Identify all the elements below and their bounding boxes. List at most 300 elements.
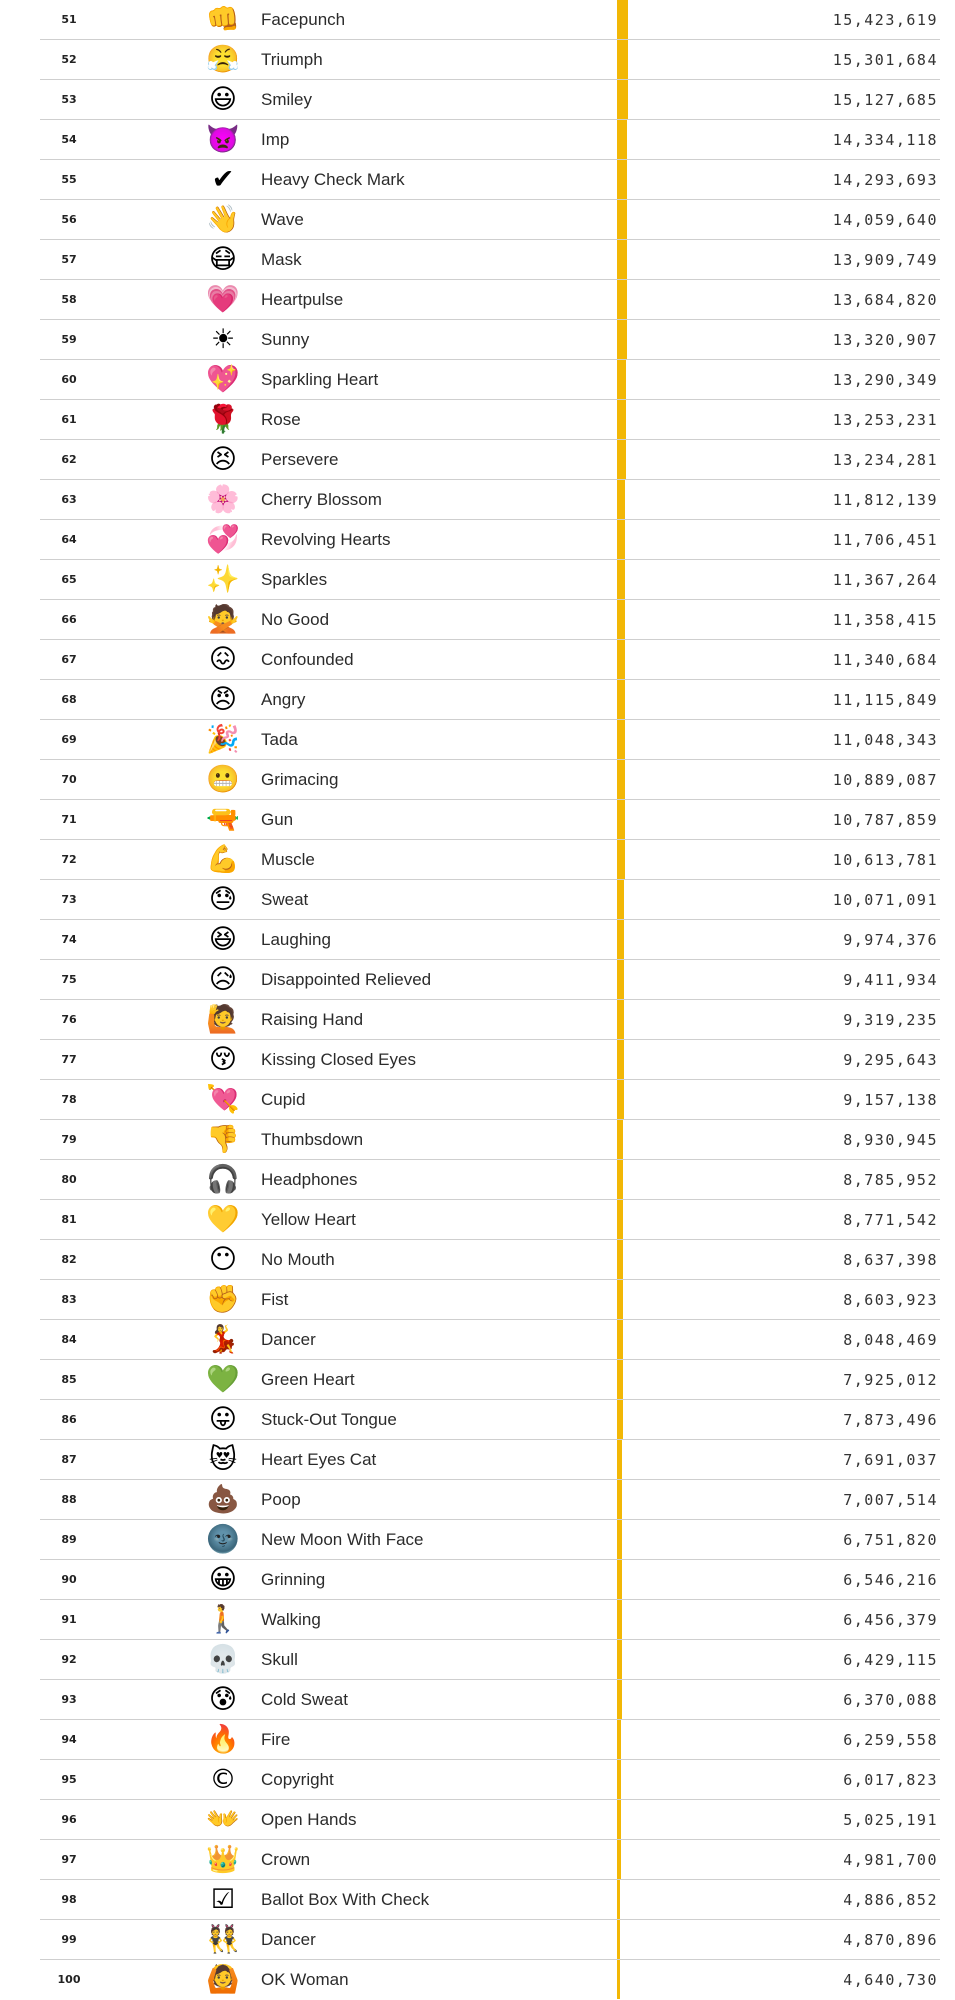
table-row (40, 1560, 940, 1600)
table-row (40, 680, 940, 720)
rank-label: 85 (61, 1373, 77, 1386)
value-bar (617, 1560, 622, 1599)
emoji-name: Angry (261, 690, 306, 709)
table-row (40, 0, 940, 40)
table-row (40, 640, 940, 680)
count-value: 11,115,849 (832, 691, 938, 709)
emoji-icon: 🌹 (206, 404, 240, 435)
table-row (40, 1760, 940, 1800)
count-value: 11,367,264 (832, 571, 938, 589)
emoji-icon: 😣 (208, 444, 238, 475)
table-row (40, 1920, 940, 1960)
rank-label: 72 (61, 853, 77, 866)
value-bar (617, 160, 627, 199)
rank-label: 82 (61, 1253, 77, 1266)
count-value: 10,613,781 (832, 851, 938, 869)
table-row (40, 1680, 940, 1720)
table-row (40, 400, 940, 440)
table-row (40, 1720, 940, 1760)
emoji-name: Cherry Blossom (261, 490, 382, 509)
emoji-name: Triumph (261, 50, 323, 69)
value-bar (617, 320, 627, 359)
value-bar (617, 1800, 621, 1839)
count-value: 15,423,619 (832, 11, 938, 29)
emoji-name: Rose (261, 410, 301, 429)
emoji-name: Confounded (261, 650, 354, 669)
emoji-icon: 💀 (206, 1644, 240, 1675)
emoji-name: No Good (261, 610, 330, 629)
emoji-name: Cupid (261, 1090, 306, 1109)
table-row (40, 120, 940, 160)
rank-label: 65 (61, 573, 77, 586)
value-bar (617, 0, 628, 39)
table-row (40, 160, 940, 200)
rank-label: 88 (61, 1493, 77, 1506)
table-row (40, 1840, 940, 1880)
emoji-icon: 👊 (206, 4, 240, 35)
table-row (40, 1520, 940, 1560)
rank-label: 77 (61, 1053, 77, 1066)
count-value: 13,234,281 (832, 451, 938, 469)
count-value: 15,127,685 (832, 91, 938, 109)
emoji-icon: 🌚 (206, 1524, 240, 1555)
emoji-icon: 🔥 (206, 1724, 240, 1755)
emoji-name: Laughing (261, 930, 331, 949)
table-row (40, 1200, 940, 1240)
value-bar (617, 1480, 622, 1519)
emoji-name: Sweat (261, 890, 309, 909)
rank-label: 96 (61, 1813, 77, 1826)
value-bar (617, 640, 625, 679)
emoji-name: Open Hands (261, 1810, 357, 1829)
count-value: 15,301,684 (832, 51, 938, 69)
rank-label: 69 (61, 733, 77, 746)
emoji-name: Skull (261, 1650, 298, 1669)
table-row (40, 1800, 940, 1840)
emoji-icon: 😛 (208, 1404, 238, 1435)
emoji-icon: 🌸 (206, 484, 240, 515)
emoji-name: Yellow Heart (261, 1210, 356, 1229)
rank-label: 67 (61, 653, 77, 666)
rank-label: 92 (61, 1653, 77, 1666)
table-row (40, 1360, 940, 1400)
count-value: 11,340,684 (832, 651, 938, 669)
count-value: 14,334,118 (832, 131, 938, 149)
count-value: 6,370,088 (843, 1691, 938, 1709)
table-row (40, 800, 940, 840)
table-row (40, 40, 940, 80)
value-bar (617, 40, 628, 79)
value-bar (617, 680, 625, 719)
emoji-name: Walking (261, 1610, 321, 1629)
value-bar (617, 480, 625, 519)
count-value: 8,637,398 (843, 1251, 938, 1269)
emoji-name: Thumbsdown (261, 1130, 364, 1149)
emoji-name: Disappointed Relieved (261, 970, 432, 989)
count-value: 6,546,216 (843, 1571, 938, 1589)
value-bar (617, 520, 625, 559)
rank-label: 83 (61, 1293, 77, 1306)
emoji-icon: 👋 (206, 204, 240, 235)
rank-label: 70 (61, 773, 77, 786)
rank-label: 95 (61, 1773, 77, 1786)
emoji-name: Wave (261, 210, 304, 229)
table-row (40, 240, 940, 280)
emoji-icon: ✨ (206, 564, 240, 595)
emoji-icon: 😥 (208, 964, 238, 995)
count-value: 9,319,235 (843, 1011, 938, 1029)
value-bar (617, 1200, 623, 1239)
value-bar (617, 200, 627, 239)
table-row (40, 600, 940, 640)
emoji-name: Kissing Closed Eyes (261, 1050, 416, 1069)
value-bar (617, 1280, 623, 1319)
table-row (40, 1400, 940, 1440)
count-value: 4,981,700 (843, 1851, 938, 1869)
count-value: 10,787,859 (832, 811, 938, 829)
emoji-icon: 😰 (208, 1684, 238, 1715)
count-value: 14,293,693 (832, 171, 938, 189)
emoji-name: Fist (261, 1290, 289, 1309)
emoji-icon: 💩 (206, 1484, 240, 1515)
emoji-name: Muscle (261, 850, 315, 869)
value-bar (617, 80, 628, 119)
table-row (40, 1240, 940, 1280)
emoji-name: OK Woman (261, 1970, 349, 1989)
emoji-name: Imp (261, 130, 290, 149)
value-bar (617, 720, 625, 759)
emoji-name: Headphones (261, 1170, 358, 1189)
emoji-name: Sparkling Heart (261, 370, 379, 389)
emoji-icon: 💘 (206, 1084, 240, 1115)
table-row (40, 880, 940, 920)
table-row (40, 1280, 940, 1320)
emoji-name: Gun (261, 810, 294, 829)
table-row (40, 1040, 940, 1080)
rank-label: 78 (61, 1093, 77, 1106)
rank-label: 53 (61, 93, 77, 106)
emoji-icon: 🎉 (206, 724, 240, 755)
rank-label: 73 (61, 893, 77, 906)
emoji-name: Revolving Hearts (261, 530, 391, 549)
value-bar (617, 1720, 621, 1759)
count-value: 6,017,823 (843, 1771, 938, 1789)
count-value: 13,253,231 (832, 411, 938, 429)
count-value: 8,785,952 (843, 1171, 938, 1189)
emoji-icon: 😤 (206, 44, 240, 75)
rank-label: 91 (61, 1613, 77, 1626)
emoji-icon: 😶 (208, 1244, 238, 1275)
emoji-name: Raising Hand (261, 1010, 364, 1029)
table-row (40, 1440, 940, 1480)
rank-label: 99 (61, 1933, 77, 1946)
rank-label: 87 (61, 1453, 77, 1466)
emoji-name: Poop (261, 1490, 301, 1509)
table-row (40, 520, 940, 560)
value-bar (617, 960, 624, 999)
emoji-name: Dancer (261, 1930, 316, 1949)
value-bar (617, 1520, 622, 1559)
rank-label: 60 (61, 373, 77, 386)
table-row (40, 840, 940, 880)
rank-label: 74 (61, 933, 77, 946)
emoji-name: Sparkles (261, 570, 328, 589)
emoji-icon: 💚 (206, 1364, 240, 1395)
emoji-icon: 😆 (208, 924, 238, 955)
table-row (40, 1480, 940, 1520)
emoji-name: Ballot Box With Check (261, 1890, 430, 1909)
value-bar (617, 440, 626, 479)
value-bar (617, 1840, 621, 1879)
rank-label: 84 (61, 1333, 77, 1346)
table-row (40, 720, 940, 760)
count-value: 13,290,349 (832, 371, 938, 389)
rank-label: 51 (61, 13, 77, 26)
rank-label: 62 (61, 453, 77, 466)
emoji-icon: ☀ (210, 324, 236, 355)
rank-label: 63 (61, 493, 77, 506)
table-row (40, 200, 940, 240)
value-bar (617, 1680, 622, 1719)
count-value: 10,071,091 (832, 891, 938, 909)
rank-label: 79 (61, 1133, 77, 1146)
count-value: 7,873,496 (843, 1411, 938, 1429)
value-bar (617, 120, 627, 159)
value-bar (617, 1600, 622, 1639)
table-row (40, 760, 940, 800)
emoji-name: Mask (261, 250, 302, 269)
count-value: 9,295,643 (843, 1051, 938, 1069)
table-row (40, 360, 940, 400)
emoji-name: Copyright (261, 1770, 334, 1789)
emoji-icon: 😠 (208, 684, 238, 715)
rank-label: 71 (61, 813, 77, 826)
value-bar (617, 1040, 624, 1079)
emoji-icon: 🙋 (206, 1004, 240, 1035)
emoji-name: Crown (261, 1850, 311, 1869)
emoji-icon: 💗 (206, 284, 240, 315)
emoji-name: Sunny (261, 330, 310, 349)
emoji-name: Facepunch (261, 10, 346, 29)
rank-label: 86 (61, 1413, 77, 1426)
emoji-icon: 😚 (208, 1044, 238, 1075)
count-value: 9,157,138 (843, 1091, 938, 1109)
table-row (40, 1320, 940, 1360)
count-value: 6,429,115 (843, 1651, 938, 1669)
rank-label: 94 (61, 1733, 77, 1746)
count-value: 5,025,191 (843, 1811, 938, 1829)
count-value: 13,684,820 (832, 291, 938, 309)
value-bar (617, 1440, 622, 1479)
table-row (40, 1880, 940, 1920)
emoji-icon: 😬 (206, 764, 240, 795)
value-bar (617, 920, 624, 959)
table-row (40, 1000, 940, 1040)
value-bar (617, 1400, 623, 1439)
count-value: 11,358,415 (832, 611, 938, 629)
emoji-name: Cold Sweat (261, 1690, 348, 1709)
emoji-name: New Moon With Face (261, 1530, 424, 1549)
value-bar (617, 1160, 623, 1199)
emoji-name: Tada (261, 730, 298, 749)
emoji-name: Heartpulse (261, 290, 344, 309)
table-row (40, 440, 940, 480)
value-bar (617, 840, 625, 879)
emoji-name: Fire (261, 1730, 291, 1749)
table-row (40, 960, 940, 1000)
count-value: 8,048,469 (843, 1331, 938, 1349)
table-row (40, 920, 940, 960)
table-row (40, 1160, 940, 1200)
table-row (40, 320, 940, 360)
emoji-icon: 👐 (206, 1804, 240, 1835)
table-row (40, 80, 940, 120)
emoji-name: Grimacing (261, 770, 339, 789)
emoji-icon: 😻 (208, 1444, 238, 1475)
emoji-icon: 🙅 (206, 604, 240, 635)
count-value: 6,456,379 (843, 1611, 938, 1629)
count-value: 10,889,087 (832, 771, 938, 789)
emoji-name: Dancer (261, 1330, 316, 1349)
value-bar (617, 1240, 623, 1279)
emoji-name: Green Heart (261, 1370, 355, 1389)
emoji-icon: 😓 (208, 884, 238, 915)
table-row (40, 1960, 940, 2000)
emoji-icon: 🔫 (206, 804, 240, 835)
table-row (40, 1600, 940, 1640)
emoji-icon: 😀 (208, 1564, 238, 1595)
emoji-name: Stuck-Out Tongue (261, 1410, 397, 1429)
count-value: 14,059,640 (832, 211, 938, 229)
rank-label: 76 (61, 1013, 77, 1026)
emoji-name: No Mouth (261, 1250, 335, 1269)
rank-label: 55 (61, 173, 77, 186)
count-value: 6,751,820 (843, 1531, 938, 1549)
emoji-icon: 💃 (206, 1324, 240, 1355)
count-value: 11,812,139 (832, 491, 938, 509)
emoji-icon: 👯 (206, 1924, 240, 1955)
emoji-icon: 😃 (208, 84, 238, 115)
count-value: 9,974,376 (843, 931, 938, 949)
value-bar (617, 1920, 620, 1959)
value-bar (617, 1640, 622, 1679)
emoji-icon: 👿 (206, 124, 240, 155)
value-bar (617, 760, 625, 799)
count-value: 4,870,896 (843, 1931, 938, 1949)
value-bar (617, 280, 627, 319)
rank-label: 54 (61, 133, 77, 146)
table-row (40, 1640, 940, 1680)
rank-label: 81 (61, 1213, 77, 1226)
rank-label: 57 (61, 253, 77, 266)
value-bar (617, 1320, 623, 1359)
value-bar (617, 240, 627, 279)
emoji-icon: ✔ (211, 164, 235, 195)
rank-label: 56 (61, 213, 77, 226)
emoji-icon: 💖 (206, 364, 240, 395)
count-value: 11,048,343 (832, 731, 938, 749)
rank-label: 98 (61, 1893, 77, 1906)
value-bar (617, 800, 625, 839)
emoji-icon: 💪 (206, 844, 240, 875)
emoji-icon: 🚶 (206, 1604, 240, 1635)
count-value: 8,603,923 (843, 1291, 938, 1309)
table-row (40, 280, 940, 320)
rank-label: 68 (61, 693, 77, 706)
emoji-icon: 💞 (206, 524, 240, 555)
rank-label: 59 (61, 333, 77, 346)
count-value: 7,691,037 (843, 1451, 938, 1469)
emoji-icon: 🙆 (206, 1964, 240, 1995)
value-bar (617, 1000, 624, 1039)
value-bar (617, 880, 624, 919)
value-bar (617, 1360, 623, 1399)
value-bar (617, 560, 625, 599)
count-value: 4,886,852 (843, 1891, 938, 1909)
emoji-name: Smiley (261, 90, 313, 109)
rank-label: 52 (61, 53, 77, 66)
rank-label: 64 (61, 533, 77, 546)
emoji-name: Persevere (261, 450, 339, 469)
emoji-icon: ☑ (210, 1884, 236, 1915)
table-row (40, 1120, 940, 1160)
rank-label: 58 (61, 293, 77, 306)
rank-label: 89 (61, 1533, 77, 1546)
rank-label: 93 (61, 1693, 77, 1706)
rank-label: 75 (61, 973, 77, 986)
count-value: 6,259,558 (843, 1731, 938, 1749)
emoji-icon: 🎧 (206, 1164, 240, 1195)
table-row (40, 480, 940, 520)
value-bar (617, 1080, 624, 1119)
value-bar (617, 360, 626, 399)
emoji-icon: 💛 (206, 1204, 240, 1235)
count-value: 13,909,749 (832, 251, 938, 269)
count-value: 8,930,945 (843, 1131, 938, 1149)
count-value: 9,411,934 (843, 971, 938, 989)
emoji-icon: 😖 (208, 644, 238, 675)
count-value: 4,640,730 (843, 1971, 938, 1989)
rank-label: 90 (61, 1573, 77, 1586)
table-row (40, 1080, 940, 1120)
count-value: 11,706,451 (832, 531, 938, 549)
count-value: 8,771,542 (843, 1211, 938, 1229)
value-bar (617, 1760, 621, 1799)
rank-label: 97 (61, 1853, 77, 1866)
value-bar (617, 1960, 620, 1999)
rank-label: 100 (57, 1973, 81, 1986)
count-value: 7,925,012 (843, 1371, 938, 1389)
value-bar (617, 1120, 623, 1159)
value-bar (617, 600, 625, 639)
value-bar (617, 400, 626, 439)
rank-label: 61 (61, 413, 77, 426)
emoji-icon: 👑 (206, 1844, 240, 1875)
rank-label: 66 (61, 613, 77, 626)
emoji-name: Heart Eyes Cat (261, 1450, 377, 1469)
count-value: 7,007,514 (843, 1491, 938, 1509)
emoji-icon: 👎 (206, 1124, 240, 1155)
emoji-icon: ✊ (206, 1284, 240, 1315)
table-row (40, 560, 940, 600)
rank-label: 80 (61, 1173, 77, 1186)
count-value: 13,320,907 (832, 331, 938, 349)
emoji-name: Heavy Check Mark (261, 170, 405, 189)
value-bar (617, 1880, 620, 1919)
emoji-icon: 😷 (208, 244, 238, 275)
emoji-name: Grinning (261, 1570, 326, 1589)
emoji-icon: © (209, 1764, 237, 1795)
